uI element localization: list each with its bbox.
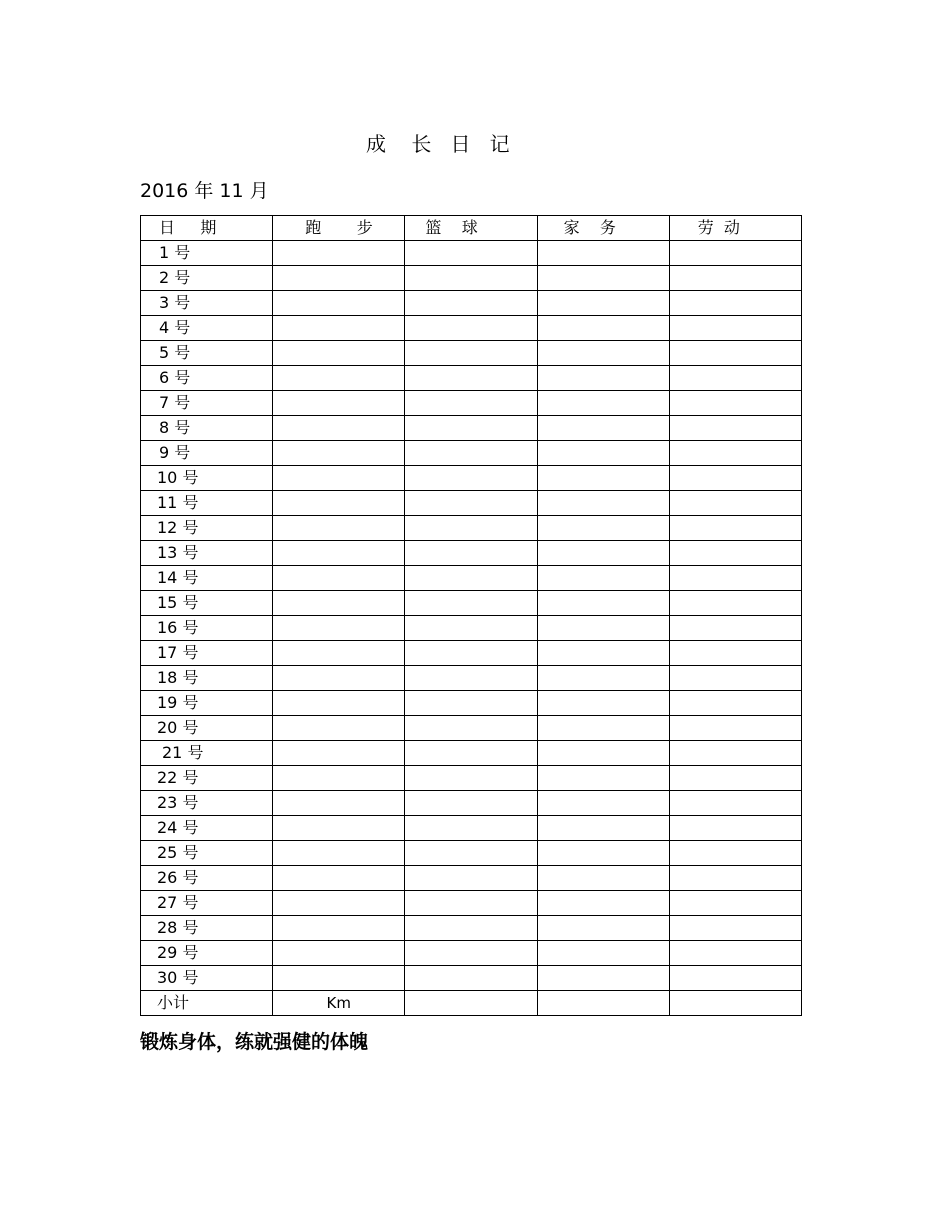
table-row — [141, 866, 802, 891]
housework-entry-cell[interactable] — [537, 341, 669, 366]
day-label: 30 号 — [141, 966, 273, 991]
housework-entry-cell[interactable] — [537, 391, 669, 416]
running-entry-cell[interactable] — [273, 341, 405, 366]
total-running-unit[interactable]: Km — [273, 991, 405, 1016]
running-entry-cell[interactable] — [273, 716, 405, 741]
housework-entry-cell[interactable] — [537, 866, 669, 891]
housework-entry-cell[interactable] — [537, 791, 669, 816]
housework-entry-cell[interactable] — [537, 266, 669, 291]
running-entry-cell[interactable] — [273, 466, 405, 491]
day-label: 1 号 — [141, 241, 273, 266]
housework-entry-cell[interactable] — [537, 316, 669, 341]
running-entry-cell[interactable] — [273, 291, 405, 316]
housework-entry-cell[interactable] — [537, 816, 669, 841]
total-row — [141, 991, 802, 1016]
housework-entry-cell[interactable] — [537, 666, 669, 691]
labor-entry-cell[interactable] — [669, 641, 801, 666]
growth-diary-table — [140, 215, 802, 1016]
day-label: 5 号 — [141, 341, 273, 366]
housework-entry-cell[interactable] — [537, 766, 669, 791]
basketball-entry-cell[interactable] — [405, 841, 537, 866]
day-label: 2 号 — [141, 266, 273, 291]
table-row — [141, 816, 802, 841]
running-entry-cell[interactable] — [273, 641, 405, 666]
table-row — [141, 566, 802, 591]
labor-entry-cell[interactable] — [669, 316, 801, 341]
housework-entry-cell[interactable] — [537, 741, 669, 766]
basketball-entry-cell[interactable] — [405, 441, 537, 466]
day-label: 12 号 — [141, 516, 273, 541]
labor-entry-cell[interactable] — [669, 416, 801, 441]
housework-entry-cell[interactable] — [537, 541, 669, 566]
labor-entry-cell[interactable] — [669, 891, 801, 916]
housework-entry-cell[interactable] — [537, 491, 669, 516]
basketball-entry-cell[interactable] — [405, 541, 537, 566]
table-row — [141, 666, 802, 691]
day-label: 9 号 — [141, 441, 273, 466]
labor-entry-cell[interactable] — [669, 491, 801, 516]
running-entry-cell[interactable] — [273, 691, 405, 716]
labor-entry-cell[interactable] — [669, 666, 801, 691]
basketball-entry-cell[interactable] — [405, 566, 537, 591]
housework-entry-cell[interactable] — [537, 366, 669, 391]
running-entry-cell[interactable] — [273, 891, 405, 916]
running-entry-cell[interactable] — [273, 541, 405, 566]
labor-entry-cell[interactable] — [669, 716, 801, 741]
day-label: 24 号 — [141, 816, 273, 841]
housework-entry-cell[interactable] — [537, 916, 669, 941]
table-row — [141, 791, 802, 816]
basketball-entry-cell[interactable] — [405, 916, 537, 941]
table-body — [141, 241, 802, 991]
total-label: 小计 — [141, 991, 273, 1016]
running-entry-cell[interactable] — [273, 966, 405, 991]
housework-entry-cell[interactable] — [537, 466, 669, 491]
labor-entry-cell[interactable] — [669, 916, 801, 941]
table-row — [141, 441, 802, 466]
labor-entry-cell[interactable] — [669, 816, 801, 841]
labor-entry-cell[interactable] — [669, 966, 801, 991]
day-label: 15 号 — [141, 591, 273, 616]
housework-entry-cell[interactable] — [537, 241, 669, 266]
basketball-entry-cell[interactable] — [405, 866, 537, 891]
table-row — [141, 716, 802, 741]
running-entry-cell[interactable] — [273, 616, 405, 641]
labor-entry-cell[interactable] — [669, 266, 801, 291]
column-header-basketball: 篮 球 — [405, 216, 537, 241]
day-label: 17 号 — [141, 641, 273, 666]
table-row — [141, 516, 802, 541]
housework-entry-cell[interactable] — [537, 941, 669, 966]
day-label: 3 号 — [141, 291, 273, 316]
basketball-entry-cell[interactable] — [405, 266, 537, 291]
table-row — [141, 391, 802, 416]
table-row — [141, 316, 802, 341]
basketball-entry-cell[interactable] — [405, 366, 537, 391]
basketball-entry-cell[interactable] — [405, 791, 537, 816]
housework-entry-cell[interactable] — [537, 966, 669, 991]
day-label: 26 号 — [141, 866, 273, 891]
running-entry-cell[interactable] — [273, 791, 405, 816]
day-label: 22 号 — [141, 766, 273, 791]
housework-entry-cell[interactable] — [537, 566, 669, 591]
running-entry-cell[interactable] — [273, 841, 405, 866]
basketball-entry-cell[interactable] — [405, 341, 537, 366]
labor-entry-cell[interactable] — [669, 866, 801, 891]
labor-entry-cell[interactable] — [669, 466, 801, 491]
running-entry-cell[interactable] — [273, 316, 405, 341]
table-header-row — [141, 216, 802, 241]
running-entry-cell[interactable] — [273, 241, 405, 266]
labor-entry-cell[interactable] — [669, 241, 801, 266]
labor-entry-cell[interactable] — [669, 941, 801, 966]
day-label: 23 号 — [141, 791, 273, 816]
table-row — [141, 841, 802, 866]
basketball-entry-cell[interactable] — [405, 516, 537, 541]
table-row — [141, 641, 802, 666]
basketball-entry-cell[interactable] — [405, 391, 537, 416]
labor-entry-cell[interactable] — [669, 741, 801, 766]
basketball-entry-cell[interactable] — [405, 891, 537, 916]
table-row — [141, 591, 802, 616]
day-label: 4 号 — [141, 316, 273, 341]
labor-entry-cell[interactable] — [669, 766, 801, 791]
basketball-entry-cell[interactable] — [405, 641, 537, 666]
labor-entry-cell[interactable] — [669, 441, 801, 466]
day-label: 14 号 — [141, 566, 273, 591]
basketball-entry-cell[interactable] — [405, 966, 537, 991]
table-row — [141, 966, 802, 991]
running-entry-cell[interactable] — [273, 266, 405, 291]
basketball-entry-cell[interactable] — [405, 691, 537, 716]
table-row — [141, 766, 802, 791]
basketball-entry-cell[interactable] — [405, 741, 537, 766]
labor-entry-cell[interactable] — [669, 341, 801, 366]
running-entry-cell[interactable] — [273, 391, 405, 416]
basketball-entry-cell[interactable] — [405, 291, 537, 316]
table-row — [141, 891, 802, 916]
table-row — [141, 616, 802, 641]
day-label: 16 号 — [141, 616, 273, 641]
housework-entry-cell[interactable] — [537, 841, 669, 866]
day-label: 7 号 — [141, 391, 273, 416]
housework-entry-cell[interactable] — [537, 891, 669, 916]
labor-entry-cell[interactable] — [669, 791, 801, 816]
table-row — [141, 491, 802, 516]
total-labor-cell[interactable] — [669, 991, 801, 1016]
day-label: 6 号 — [141, 366, 273, 391]
table-row — [141, 291, 802, 316]
labor-entry-cell[interactable] — [669, 691, 801, 716]
day-label: 18 号 — [141, 666, 273, 691]
running-entry-cell[interactable] — [273, 441, 405, 466]
day-label: 19 号 — [141, 691, 273, 716]
column-header-running: 跑 步 — [273, 216, 405, 241]
day-label: 25 号 — [141, 841, 273, 866]
running-entry-cell[interactable] — [273, 366, 405, 391]
page-title: 成 长 日 记 — [366, 132, 510, 156]
basketball-entry-cell[interactable] — [405, 941, 537, 966]
basketball-entry-cell[interactable] — [405, 616, 537, 641]
housework-entry-cell[interactable] — [537, 591, 669, 616]
basketball-entry-cell[interactable] — [405, 316, 537, 341]
labor-entry-cell[interactable] — [669, 391, 801, 416]
housework-entry-cell[interactable] — [537, 416, 669, 441]
running-entry-cell[interactable] — [273, 491, 405, 516]
housework-entry-cell[interactable] — [537, 691, 669, 716]
basketball-entry-cell[interactable] — [405, 591, 537, 616]
day-label: 11 号 — [141, 491, 273, 516]
labor-entry-cell[interactable] — [669, 566, 801, 591]
day-label: 10 号 — [141, 466, 273, 491]
total-basketball-cell[interactable] — [405, 991, 537, 1016]
housework-entry-cell[interactable] — [537, 516, 669, 541]
month-label: 2016 年 11 月 — [140, 180, 269, 202]
running-entry-cell[interactable] — [273, 816, 405, 841]
housework-entry-cell[interactable] — [537, 291, 669, 316]
labor-entry-cell[interactable] — [669, 541, 801, 566]
basketball-entry-cell[interactable] — [405, 416, 537, 441]
day-label: 8 号 — [141, 416, 273, 441]
day-label: 21 号 — [141, 741, 273, 766]
labor-entry-cell[interactable] — [669, 291, 801, 316]
running-entry-cell[interactable] — [273, 416, 405, 441]
labor-entry-cell[interactable] — [669, 516, 801, 541]
basketball-entry-cell[interactable] — [405, 766, 537, 791]
table-row — [141, 416, 802, 441]
basketball-entry-cell[interactable] — [405, 816, 537, 841]
total-housework-cell[interactable] — [537, 991, 669, 1016]
table-row — [141, 266, 802, 291]
basketball-entry-cell[interactable] — [405, 716, 537, 741]
table-row — [141, 691, 802, 716]
day-label: 20 号 — [141, 716, 273, 741]
housework-entry-cell[interactable] — [537, 441, 669, 466]
running-entry-cell[interactable] — [273, 941, 405, 966]
table-row — [141, 366, 802, 391]
basketball-entry-cell[interactable] — [405, 666, 537, 691]
day-label: 28 号 — [141, 916, 273, 941]
basketball-entry-cell[interactable] — [405, 466, 537, 491]
running-entry-cell[interactable] — [273, 516, 405, 541]
table-row — [141, 941, 802, 966]
labor-entry-cell[interactable] — [669, 616, 801, 641]
column-header-date: 日 期 — [141, 216, 273, 241]
running-entry-cell[interactable] — [273, 666, 405, 691]
day-label: 29 号 — [141, 941, 273, 966]
footer-slogan: 锻炼身体，练就强健的体魄 — [140, 1031, 369, 1053]
running-entry-cell[interactable] — [273, 566, 405, 591]
labor-entry-cell[interactable] — [669, 366, 801, 391]
table-row — [141, 341, 802, 366]
column-header-housework: 家 务 — [537, 216, 669, 241]
basketball-entry-cell[interactable] — [405, 241, 537, 266]
labor-entry-cell[interactable] — [669, 591, 801, 616]
running-entry-cell[interactable] — [273, 766, 405, 791]
housework-entry-cell[interactable] — [537, 616, 669, 641]
day-label: 27 号 — [141, 891, 273, 916]
labor-entry-cell[interactable] — [669, 841, 801, 866]
table-row — [141, 541, 802, 566]
housework-entry-cell[interactable] — [537, 716, 669, 741]
table-row — [141, 241, 802, 266]
running-entry-cell[interactable] — [273, 591, 405, 616]
housework-entry-cell[interactable] — [537, 641, 669, 666]
day-label: 13 号 — [141, 541, 273, 566]
basketball-entry-cell[interactable] — [405, 491, 537, 516]
running-entry-cell[interactable] — [273, 866, 405, 891]
table-row — [141, 741, 802, 766]
running-entry-cell[interactable] — [273, 916, 405, 941]
running-entry-cell[interactable] — [273, 741, 405, 766]
table-row — [141, 916, 802, 941]
column-header-labor: 劳 动 — [669, 216, 801, 241]
table-row — [141, 466, 802, 491]
